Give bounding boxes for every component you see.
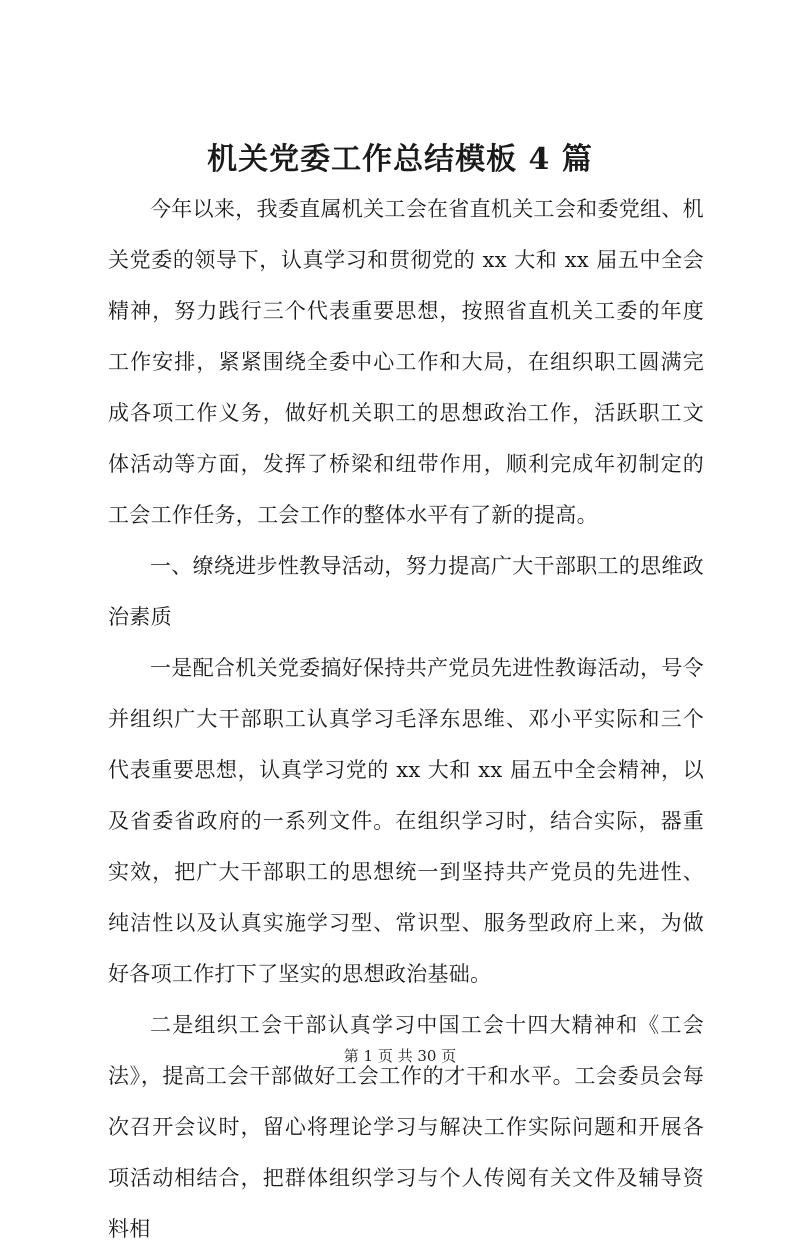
page-footer: 第 1 页 共 30 页 [343,1047,457,1065]
document-body [108,184,704,1255]
section-heading-1: 一、缭绕进步性教导活动，努力提高广大干部职工的思维政治素质 [108,554,704,629]
document-title: 机关党委工作总结模板 4 篇 [207,142,593,177]
intro-paragraph: 今年以来，我委直属机关工会在省直机关工会和委党组、机关党委的领导下，认真学习和贯彻党的 xx 大和 xx 届五中全会精神，努力践行三个代表重要思想，按照省直机关工委的年度工作安排，紧紧围绕全委中心工作和大局，在组织职工圆满完成各项工作义务，做好机关职工的思想政治工作，活跃职工文体活动等方面，发挥了桥梁和纽带作用，顺利完成年初制定的工会工作任务，工会工作的整体水平有了新的提高。 [108,197,704,527]
body-paragraph-2: 二是组织工会干部认真学习中国工会十四大精神和《工会法》，提高工会干部做好工会工作的才干和水平。工会委员会每次召开会议时，留心将理论学习与解决工作实际问题和开展各项活动相结合，把群体组织学习与个人传阅有关文件及辅导资料相 [108,1013,704,1241]
body-paragraph-1: 一是配合机关党委搞好保持共产党员先进性教诲活动，号令并组织广大干部职工认真学习毛泽东思维、邓小平实际和三个代表重要思想，认真学习党的 xx 大和 xx 届五中全会精神，以及省委省政府的一系列文件。在组织学习时，结合实际，器重实效，把广大干部职工的思想统一到坚持共产党员的先进性、纯洁性以及认真实施学习型、常识型、服务型政府上来，为做好各项工作打下了坚实的思想政治基础。 [108,656,704,986]
